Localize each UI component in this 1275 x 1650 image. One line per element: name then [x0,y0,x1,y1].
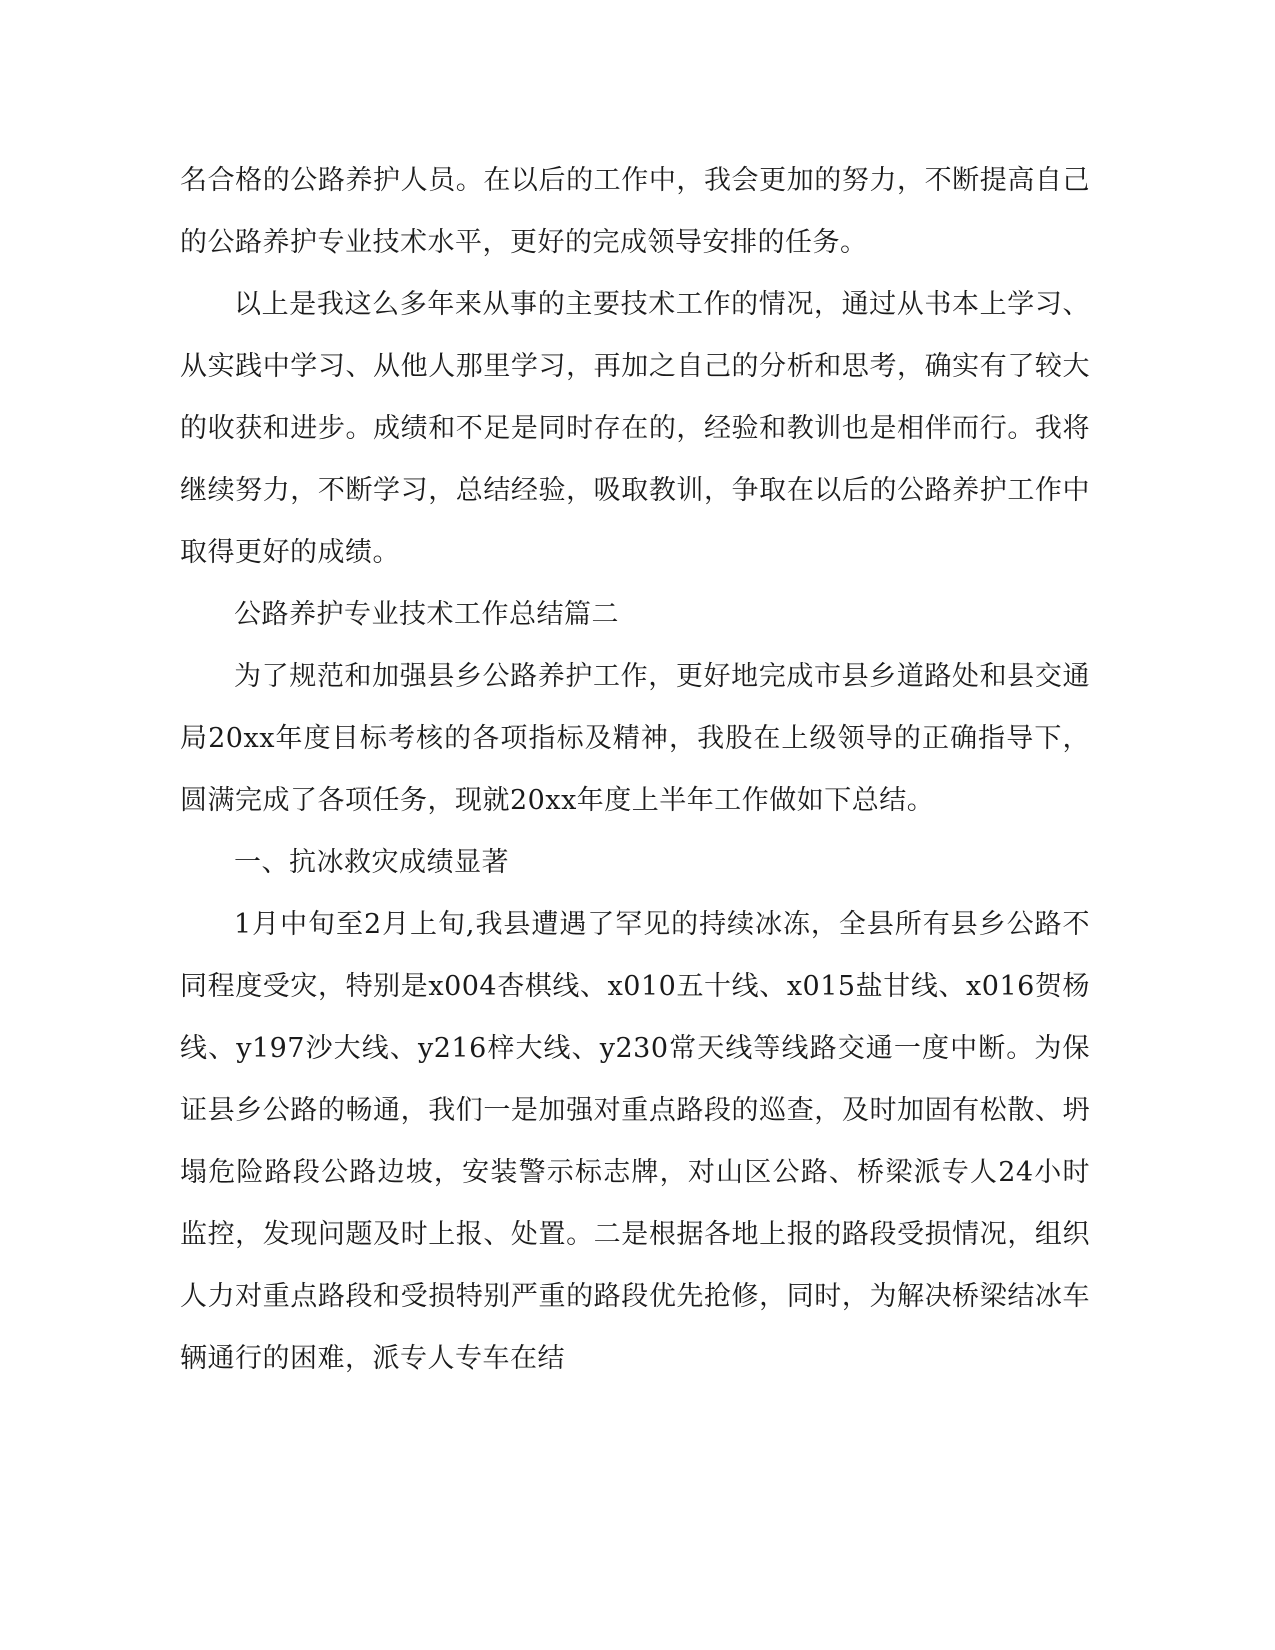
paragraph-disaster-relief: 1月中旬至2月上旬,我县遭遇了罕见的持续冰冻，全县所有县乡公路不同程度受灾，特别是x004杏棋线、x010五十线、x015盐甘线、x016贺杨线、y197沙大线、y216梓大线、y230常天线等线路交通一度中断。为保证县乡公路的畅通，我们一是加强对重点路段的巡查，及时加固有松散、坍塌危险路段公路边坡，安装警示标志牌，对山区公路、桥梁派专人24小时监控，发现问题及时上报、处置。二是根据各地上报的路段受损情况，组织人力对重点路段和受损特别严重的路段优先抢修，同时，为解决桥梁结冰车辆通行的困难，派专人专车在结 [180,909,1090,1374]
subsection-heading: 一、抗冰救灾成绩显著 [234,847,509,878]
section-heading: 公路养护专业技术工作总结篇二 [234,599,619,630]
paragraph-continued: 名合格的公路养护人员。在以后的工作中，我会更加的努力，不断提高自己的公路养护专业技术水平，更好的完成领导安排的任务。 [180,165,1090,258]
document-body [180,150,1090,1390]
paragraph-summary: 以上是我这么多年来从事的主要技术工作的情况，通过从书本上学习、从实践中学习、从他人那里学习，再加之自己的分析和思考，确实有了较大的收获和进步。成绩和不足是同时存在的，经验和教训也是相伴而行。我将继续努力，不断学习，总结经验，吸取教训，争取在以后的公路养护工作中取得更好的成绩。 [180,289,1090,568]
paragraph-intro: 为了规范和加强县乡公路养护工作，更好地完成市县乡道路处和县交通局20xx年度目标考核的各项指标及精神，我股在上级领导的正确指导下，圆满完成了各项任务，现就20xx年度上半年工作做如下总结。 [180,661,1090,816]
